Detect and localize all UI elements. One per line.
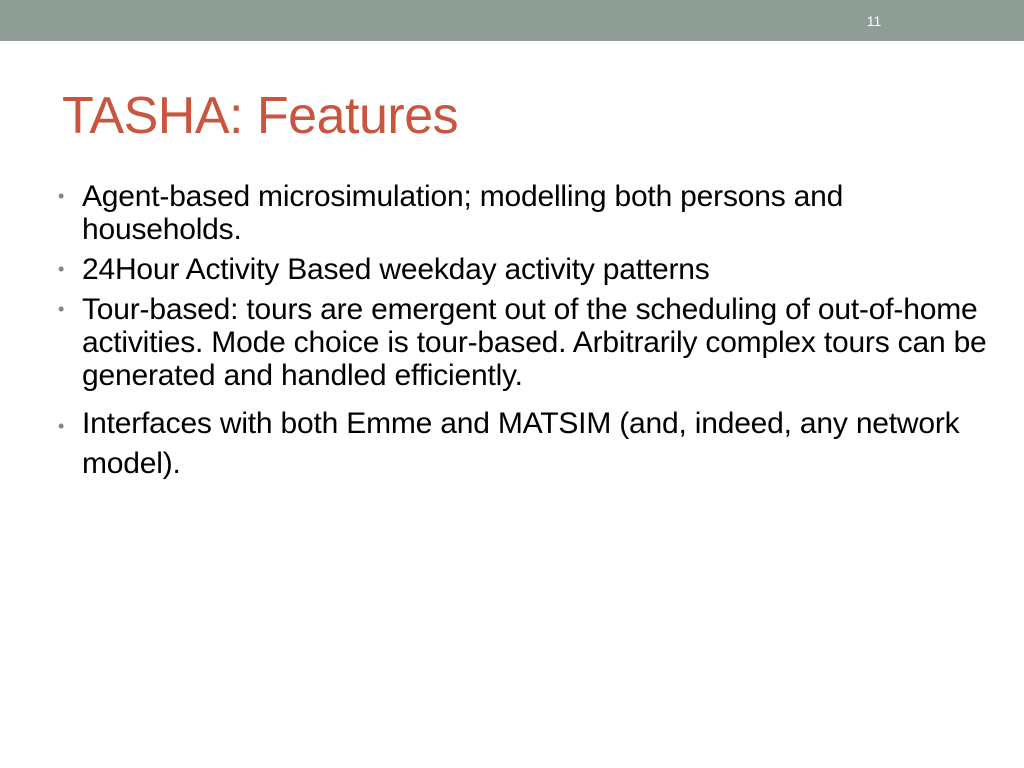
bullet-item	[58, 180, 988, 246]
bullet-text: Agent-based microsimulation; modelling both persons and households.	[82, 180, 844, 246]
bullet-text: Tour-based: tours are emergent out of the scheduling of out-of-home activities. Mode choice is tour-based. Arbitrarily complex tours can be generated and handled efficiently.	[82, 293, 987, 392]
bullet-dot-icon: •	[58, 416, 65, 436]
bullet-item	[58, 253, 988, 286]
bullet-dot-icon: •	[58, 259, 65, 279]
top-bar	[0, 0, 1024, 41]
slide-number: 11	[866, 13, 882, 29]
slide-title: TASHA: Features	[62, 87, 459, 145]
bullet-dot-icon: •	[58, 186, 65, 206]
bullet-item	[58, 404, 988, 484]
bullet-text: Interfaces with both Emme and MATSIM (and, indeed, any network model).	[82, 407, 960, 480]
bullet-item	[58, 293, 988, 392]
bullet-list	[58, 180, 988, 491]
bullet-dot-icon: •	[58, 299, 65, 319]
bullet-text: 24Hour Activity Based weekday activity patterns	[82, 253, 710, 286]
